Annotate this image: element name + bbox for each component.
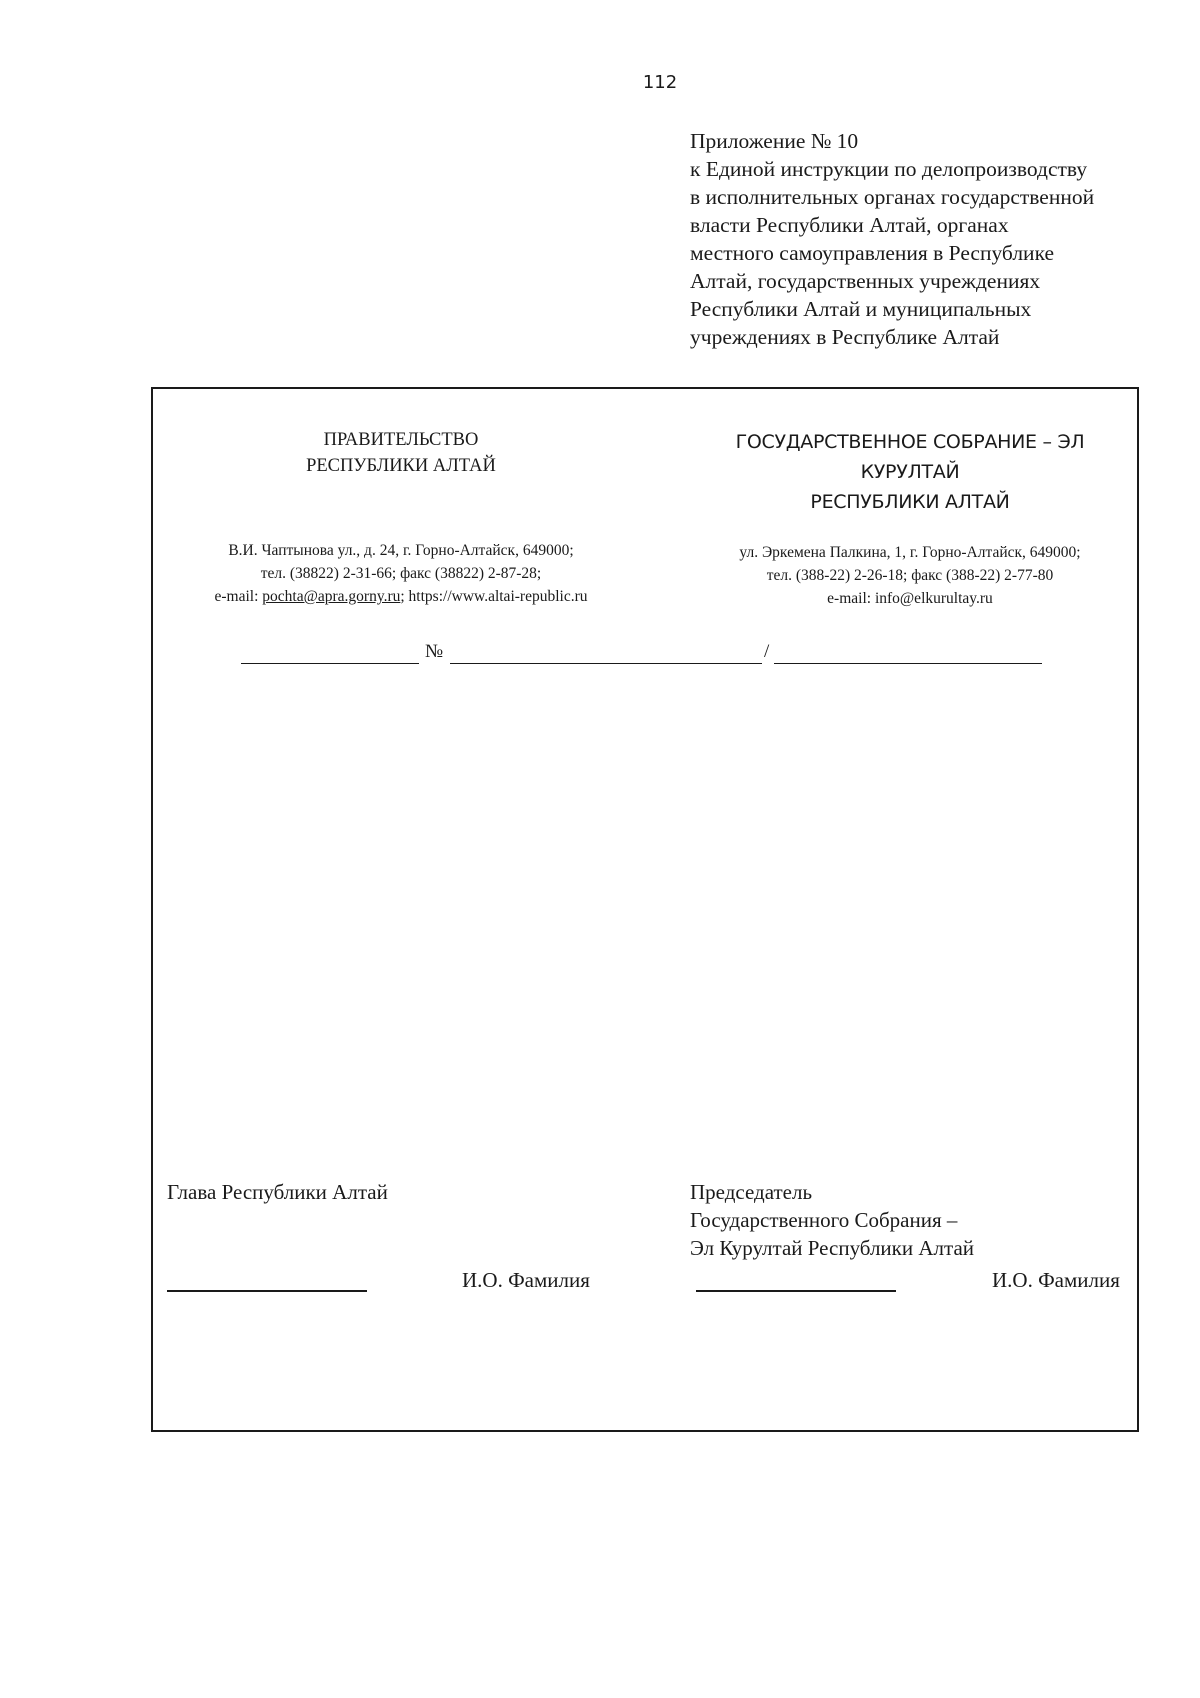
appendix-line: местного самоуправления в Республике [690, 241, 1055, 265]
right-org-name [660, 427, 1160, 517]
left-signature-line [167, 1290, 367, 1292]
left-signatory-title-line: Глава Республики Алтай [167, 1180, 388, 1204]
number-separator: / [764, 641, 770, 662]
left-org-email-line [151, 585, 651, 608]
left-signatory-name: И.О. Фамилия [462, 1268, 590, 1292]
right-signatory-title-line: Государственного Собрания – [690, 1208, 958, 1232]
left-org-name-line: ПРАВИТЕЛЬСТВО [323, 430, 479, 450]
right-org-name-line: РЕСПУБЛИКИ АЛТАЙ [810, 491, 1010, 513]
right-org-address: ул. Эркемена Палкина, 1, г. Горно-Алтайск, 649000; [739, 544, 1081, 561]
left-org-name-line: РЕСПУБЛИКИ АЛТАЙ [306, 456, 496, 476]
appendix-line: Республики Алтай и муниципальных [690, 297, 1032, 321]
number-sign: № [425, 641, 444, 662]
appendix-line: власти Республики Алтай, органах [690, 213, 1009, 237]
right-org-contacts [660, 541, 1160, 610]
appendix-note [690, 127, 1160, 351]
number-blank-left [450, 643, 762, 664]
left-org-phone: тел. (38822) 2-31-66; факс (38822) 2-87-28; [260, 565, 542, 582]
right-org-phone: тел. (388-22) 2-26-18; факс (388-22) 2-77-80 [766, 567, 1054, 584]
right-org-name-line: ГОСУДАРСТВЕННОЕ СОБРАНИЕ – ЭЛ [735, 431, 1085, 453]
page-number: 112 [642, 72, 678, 93]
number-blank-right [774, 643, 1042, 664]
appendix-line: учреждениях в Республике Алтай [690, 325, 1000, 349]
right-signatory-title-line: Председатель [690, 1180, 813, 1204]
left-signatory-title [167, 1178, 388, 1206]
left-org-name [151, 427, 651, 479]
right-signatory-title [690, 1178, 974, 1262]
appendix-line: в исполнительных органах государственной [690, 185, 1095, 209]
right-signature-line [696, 1290, 896, 1292]
appendix-title: Приложение № 10 [690, 129, 859, 153]
right-org-email: e-mail: info@elkurultay.ru [827, 590, 993, 607]
right-org-name-line: КУРУЛТАЙ [860, 461, 960, 483]
left-org-address: В.И. Чаптынова ул., д. 24, г. Горно-Алтайск, 649000; [228, 542, 574, 559]
left-org-website: ; https://www.altai-republic.ru [400, 588, 588, 605]
left-org-contacts [151, 539, 651, 608]
email-prefix: e-mail: [214, 588, 263, 605]
appendix-line: Алтай, государственных учреждениях [690, 269, 1041, 293]
appendix-line: к Единой инструкции по делопроизводству [690, 157, 1088, 181]
left-org-email-link[interactable]: pochta@apra.gorny.ru [262, 588, 401, 605]
right-signatory-title-line: Эл Курултай Республики Алтай [690, 1236, 975, 1260]
date-blank [241, 643, 419, 664]
right-signatory-name: И.О. Фамилия [992, 1268, 1120, 1292]
